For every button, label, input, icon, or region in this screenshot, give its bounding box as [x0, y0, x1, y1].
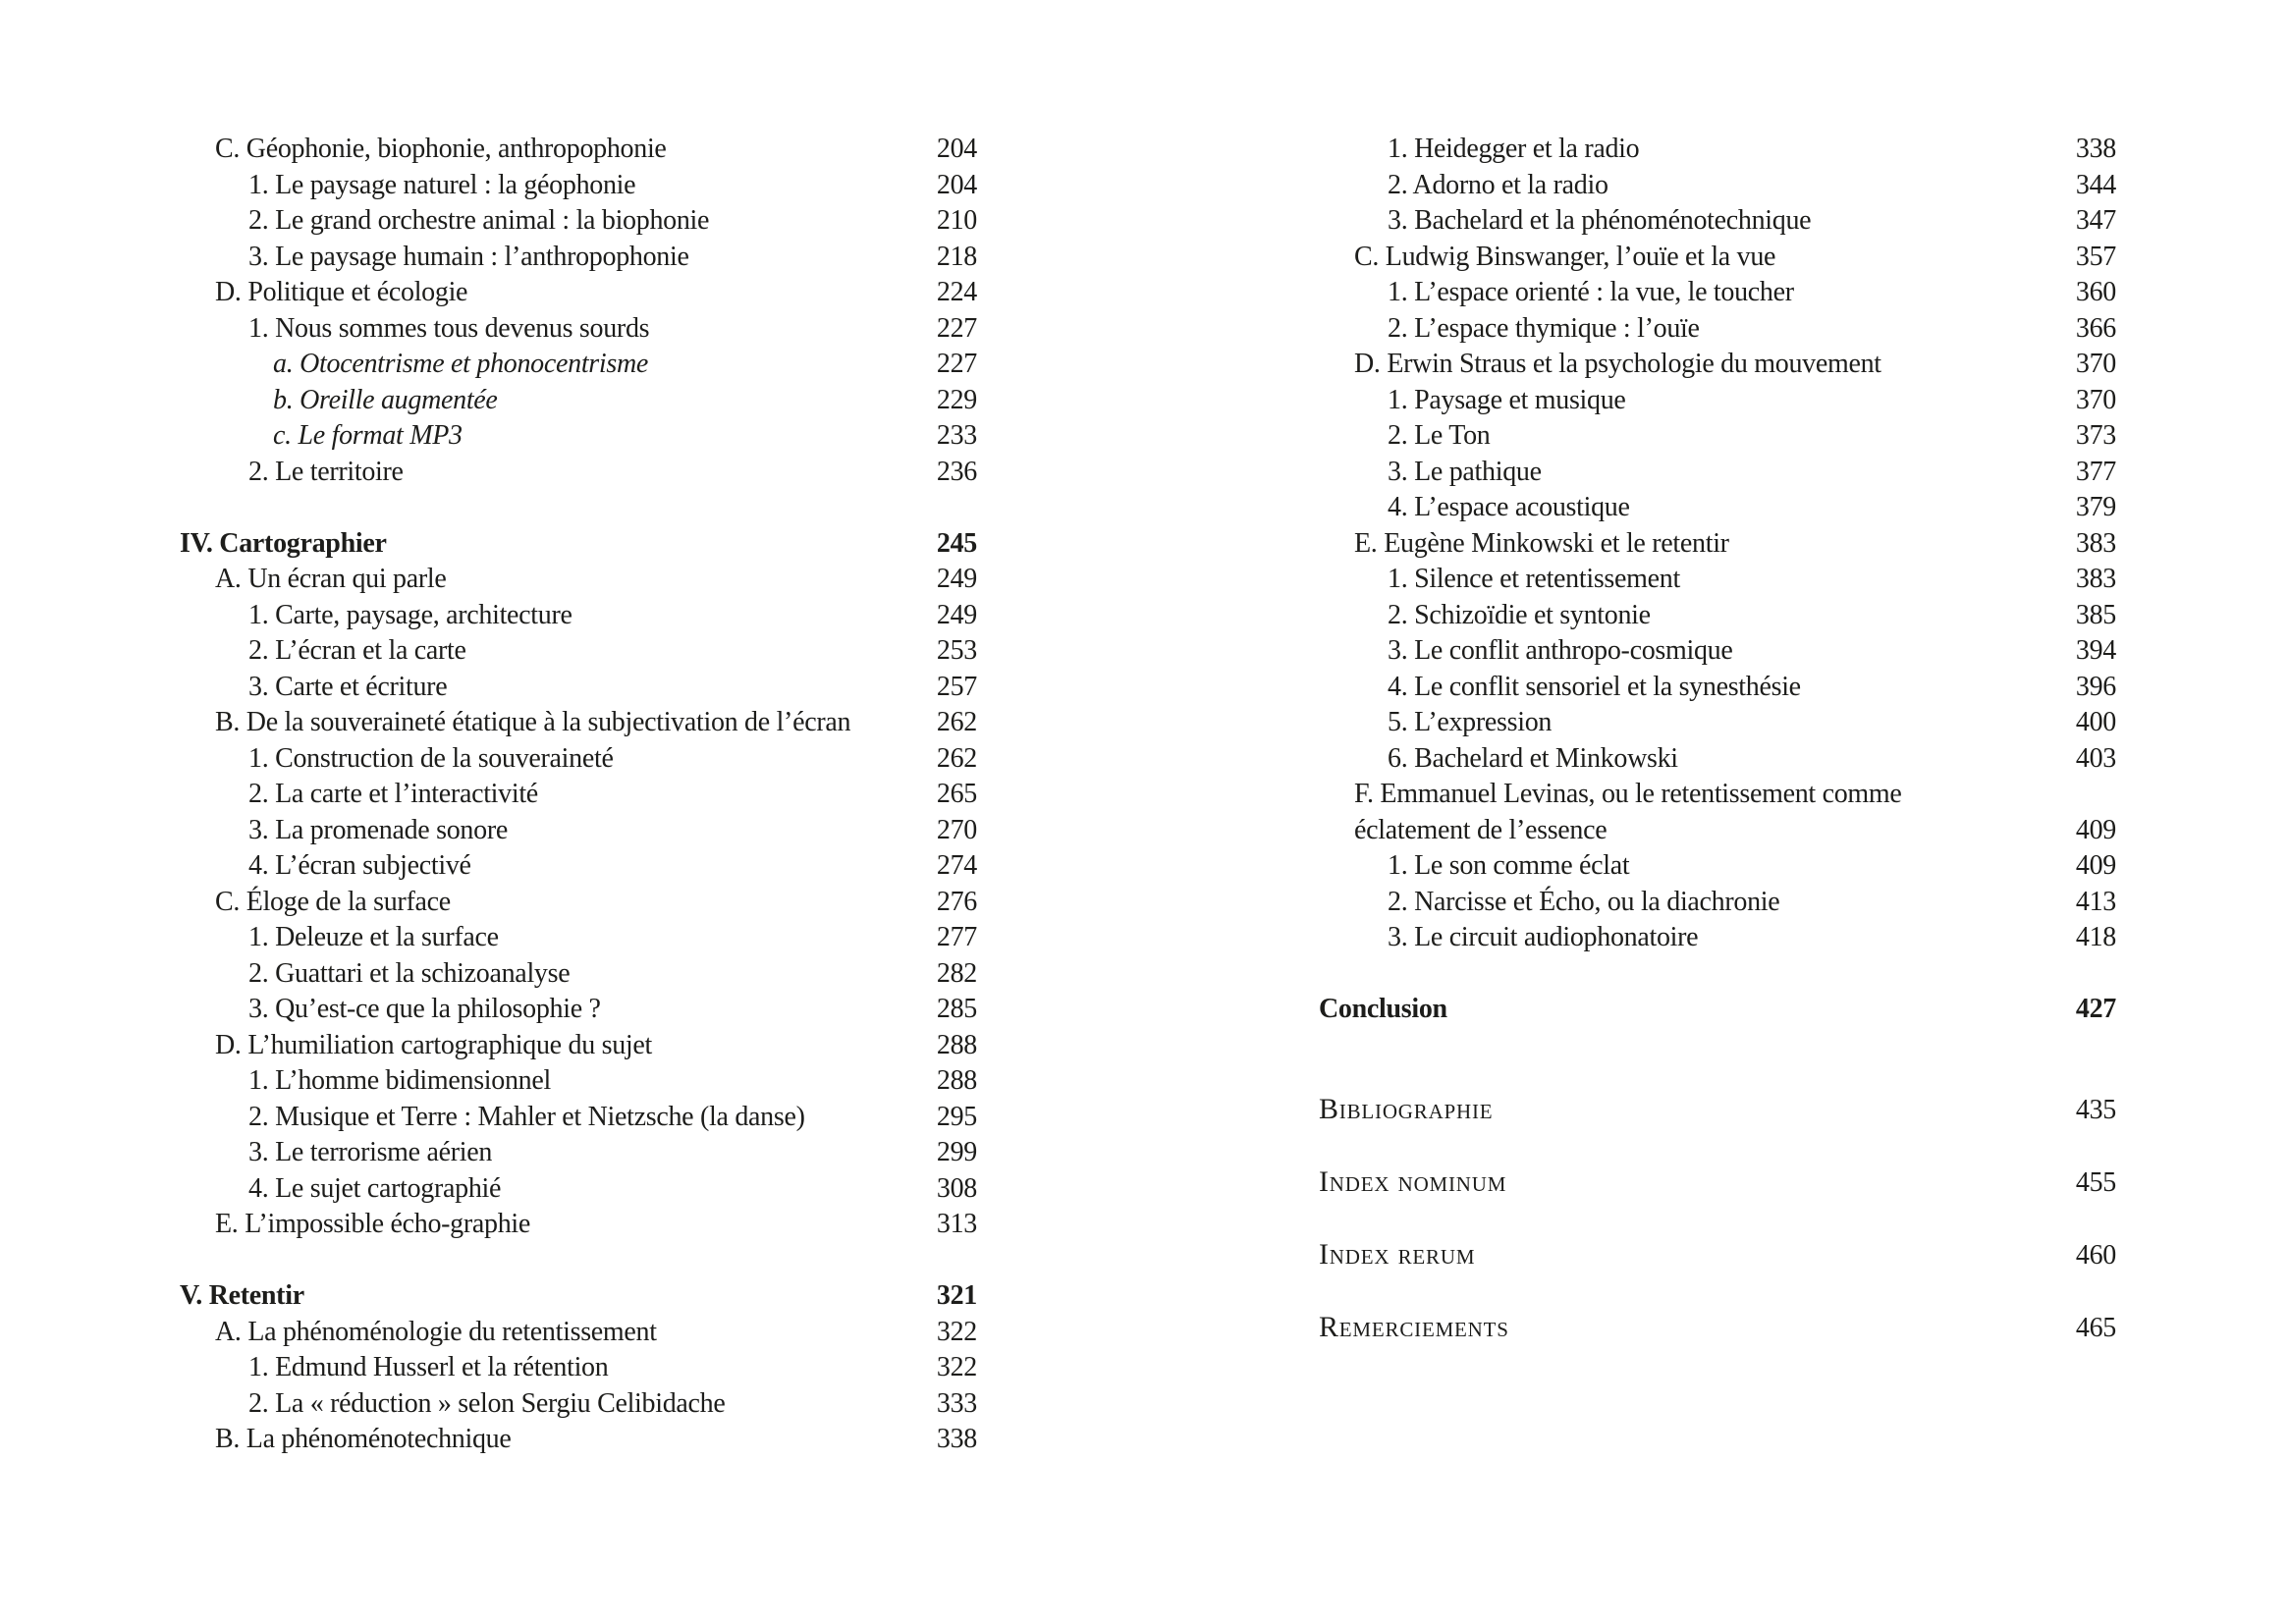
toc-entry-title: Remerciements: [1319, 1311, 1509, 1344]
toc-entry: [1319, 455, 2116, 491]
toc-entry-title: E. L’impossible écho-graphie: [215, 1209, 531, 1239]
toc-entry-title: 4. Le conflit sensoriel et la synesthésie: [1388, 671, 1801, 702]
toc-entry-page-number: 253: [936, 635, 977, 666]
toc-entry-page-number: 383: [2075, 527, 2116, 559]
toc-entry-page-number: 308: [936, 1172, 977, 1204]
toc-entry-title: 1. Paysage et musique: [1388, 384, 1626, 415]
toc-entry: [1319, 1092, 2116, 1129]
toc-entry-page-number: 210: [936, 205, 977, 236]
toc-entry-page-number: 383: [2075, 564, 2116, 594]
toc-entry-title: 1. Le paysage naturel : la géophonie: [248, 169, 636, 200]
toc-entry-page-number: 322: [936, 1316, 977, 1347]
toc-entry-page-number: 377: [2075, 456, 2116, 487]
toc-entry: [180, 1386, 977, 1423]
toc-entry-page-number: 338: [936, 1424, 977, 1454]
toc-entry-title: 2. La carte et l’interactivité: [248, 779, 538, 809]
toc-entry: [1319, 813, 2116, 849]
toc-entry: [180, 347, 977, 383]
toc-entry-page-number: 229: [936, 384, 977, 415]
toc-entry-page-number: 249: [936, 564, 977, 594]
toc-entry-page-number: 435: [2075, 1095, 2116, 1126]
toc-entry: [180, 562, 977, 598]
toc-entry-title: 2. Guattari et la schizoanalyse: [248, 957, 571, 989]
toc-entry-page-number: 282: [936, 957, 977, 989]
toc-entry-title: b. Oreille augmentée: [273, 384, 498, 415]
toc-entry-page-number: 403: [2075, 742, 2116, 774]
toc-entry-title: A. La phénoménologie du retentissement: [215, 1316, 657, 1347]
toc-entry-page-number: 338: [2075, 134, 2116, 164]
toc-entry: [180, 956, 977, 993]
toc-entry-page-number: 396: [2075, 671, 2116, 702]
toc-entry: [1319, 311, 2116, 348]
toc-entry-title: Conclusion: [1319, 994, 1447, 1024]
toc-entry-title: D. Politique et écologie: [215, 277, 468, 307]
toc-entry-page-number: 257: [936, 671, 977, 702]
toc-entry: [1319, 741, 2116, 778]
toc-entry-title: a. Otocentrisme et phonocentrisme: [273, 349, 649, 379]
toc-entry-page-number: 344: [2075, 169, 2116, 200]
toc-entry: [1319, 633, 2116, 670]
toc-entry-title: 3. Le pathique: [1388, 456, 1542, 487]
toc-entry-title: B. De la souveraineté étatique à la subjectivation de l’écran: [215, 707, 851, 737]
toc-entry-title: 6. Bachelard et Minkowski: [1388, 742, 1678, 774]
toc-entry-title: 3. Qu’est-ce que la philosophie ?: [248, 994, 601, 1024]
toc-entry: [180, 418, 977, 455]
toc-entry-page-number: 333: [936, 1387, 977, 1419]
toc-entry: [180, 1100, 977, 1136]
toc-entry-title: 5. L’expression: [1388, 707, 1553, 737]
toc-entry: [1319, 598, 2116, 634]
toc-entry-title: 3. Le paysage humain : l’anthropophonie: [248, 241, 689, 272]
toc-entry-page-number: 321: [936, 1280, 977, 1311]
toc-entry-title: 2. Le territoire: [248, 456, 404, 487]
toc-entry: [180, 1278, 977, 1315]
toc-entry: [180, 705, 977, 741]
toc-entry-page-number: 265: [936, 779, 977, 809]
toc-entry-title: 2. Musique et Terre : Mahler et Nietzsche (la danse): [248, 1101, 805, 1132]
toc-entry-title: B. La phénoménotechnique: [215, 1424, 512, 1454]
toc-entry-page-number: 385: [2075, 599, 2116, 630]
toc-entry-page-number: 409: [2075, 850, 2116, 881]
toc-entry-title: 1. Construction de la souveraineté: [248, 742, 614, 774]
toc-entry: [1319, 347, 2116, 383]
toc-entry-page-number: 370: [2075, 349, 2116, 379]
toc-entry: [1319, 885, 2116, 921]
toc-entry: [180, 813, 977, 849]
toc-entry-title: 2. La « réduction » selon Sergiu Celibidache: [248, 1387, 726, 1419]
toc-entry-page-number: 465: [2075, 1313, 2116, 1344]
toc-entry-page-number: 394: [2075, 635, 2116, 666]
toc-entry: [180, 885, 977, 921]
toc-entry-page-number: 274: [936, 850, 977, 881]
toc-entry-title: 4. L’espace acoustique: [1388, 492, 1630, 522]
toc-entry-title: 2. L’espace thymique : l’ouïe: [1388, 312, 1700, 344]
toc-entry: [180, 777, 977, 813]
toc-entry-title: D. Erwin Straus et la psychologie du mouvement: [1354, 349, 1881, 379]
toc-entry-title: 3. Le terrorisme aérien: [248, 1137, 493, 1167]
toc-entry-title: 1. Le son comme éclat: [1388, 850, 1630, 881]
toc-entry: [180, 203, 977, 240]
toc-entry-page-number: 262: [936, 742, 977, 774]
toc-entry-title: Index rerum: [1319, 1238, 1476, 1272]
toc-entry-page-number: 370: [2075, 384, 2116, 415]
toc-entry: [180, 741, 977, 778]
toc-entry-title: 2. Narcisse et Écho, ou la diachronie: [1388, 886, 1780, 917]
toc-entry-page-number: 299: [936, 1137, 977, 1167]
toc-entry: [180, 1422, 977, 1458]
toc-entry: [1319, 168, 2116, 204]
toc-entry-page-number: 379: [2075, 492, 2116, 522]
toc-entry-page-number: 227: [936, 349, 977, 379]
toc-entry-title: D. L’humiliation cartographique du sujet: [215, 1029, 652, 1060]
toc-entry: [180, 992, 977, 1028]
toc-entry-title: 1. L’espace orienté : la vue, le toucher: [1388, 277, 1794, 307]
toc-entry: [180, 132, 977, 168]
toc-entry-title: 4. L’écran subjectivé: [248, 850, 471, 881]
toc-entry-title: E. Eugène Minkowski et le retentir: [1354, 527, 1729, 559]
toc-entry: [180, 455, 977, 491]
toc-entry: [1319, 670, 2116, 706]
toc-entry: [1319, 203, 2116, 240]
toc-entry-title: 1. Carte, paysage, architecture: [248, 599, 572, 630]
toc-entry: [180, 1207, 977, 1243]
toc-entry: [180, 526, 977, 563]
toc-entry-title: 4. Le sujet cartographié: [248, 1172, 502, 1204]
toc-entry: [180, 633, 977, 670]
toc-entry-title: Index nominum: [1319, 1165, 1507, 1199]
toc-entry-title: 1. Deleuze et la surface: [248, 922, 499, 952]
toc-entry: [180, 311, 977, 348]
toc-entry: [1319, 490, 2116, 526]
toc-entry-title: Bibliographie: [1319, 1093, 1494, 1126]
toc-entry-page-number: 357: [2075, 241, 2116, 272]
toc-entry-title: c. Le format MP3: [273, 420, 463, 451]
toc-entry: [180, 1350, 977, 1386]
toc-entry-page-number: 276: [936, 886, 977, 917]
toc-entry-title: éclatement de l’essence: [1354, 814, 1608, 845]
toc-entry: [1319, 920, 2116, 956]
toc-entry-page-number: 360: [2075, 277, 2116, 307]
toc-entry-title: 2. Schizoïdie et syntonie: [1388, 599, 1651, 630]
toc-entry: [180, 1028, 977, 1064]
toc-entry-page-number: 224: [936, 277, 977, 307]
toc-entry-page-number: 313: [936, 1209, 977, 1239]
toc-entry-page-number: 262: [936, 707, 977, 737]
toc-entry: [180, 598, 977, 634]
toc-entry-page-number: 270: [936, 814, 977, 845]
toc-entry: [180, 1063, 977, 1100]
toc-entry-title: 1. L’homme bidimensionnel: [248, 1065, 551, 1096]
toc-left-column: [180, 132, 977, 1458]
toc-entry: [180, 1315, 977, 1351]
toc-entry-page-number: 227: [936, 312, 977, 344]
toc-entry-page-number: 218: [936, 241, 977, 272]
toc-entry-page-number: 400: [2075, 707, 2116, 737]
toc-entry-page-number: 427: [2075, 994, 2116, 1024]
toc-entry-page-number: 347: [2075, 205, 2116, 236]
toc-entry-page-number: 373: [2075, 420, 2116, 451]
toc-entry-page-number: 233: [936, 420, 977, 451]
toc-entry: [1319, 418, 2116, 455]
toc-entry-title: C. Éloge de la surface: [215, 886, 451, 917]
toc-entry-title: 2. Le Ton: [1388, 420, 1491, 451]
toc-entry-title: 1. Heidegger et la radio: [1388, 134, 1640, 164]
toc-entry-page-number: 295: [936, 1101, 977, 1132]
toc-entry: [1319, 275, 2116, 311]
toc-entry: [1319, 562, 2116, 598]
toc-entry: [180, 240, 977, 276]
toc-entry-page-number: 418: [2075, 922, 2116, 952]
toc-entry: [1319, 1310, 2116, 1347]
toc-entry: [1319, 992, 2116, 1028]
toc-entry: [180, 920, 977, 956]
toc-entry-title: V. Retentir: [180, 1280, 304, 1311]
toc-entry-page-number: 288: [936, 1065, 977, 1096]
toc-entry: [1319, 383, 2116, 419]
toc-entry: [180, 1171, 977, 1208]
toc-entry-title: F. Emmanuel Levinas, ou le retentissement comme: [1354, 779, 1902, 809]
toc-entry-title: 3. Bachelard et la phénoménotechnique: [1388, 205, 1812, 236]
toc-right-column: [1319, 132, 2116, 1347]
toc-entry: [1319, 777, 2116, 813]
toc-entry: [180, 383, 977, 419]
toc-entry: [180, 848, 977, 885]
toc-entry-title: 2. Adorno et la radio: [1388, 169, 1608, 200]
toc-entry: [180, 1135, 977, 1171]
toc-entry-title: 1. Silence et retentissement: [1388, 564, 1680, 594]
toc-entry: [1319, 1164, 2116, 1202]
toc-entry-page-number: 460: [2075, 1240, 2116, 1272]
toc-entry-page-number: 413: [2075, 886, 2116, 917]
toc-entry: [1319, 240, 2116, 276]
toc-entry-page-number: 366: [2075, 312, 2116, 344]
toc-entry-title: C. Géophonie, biophonie, anthropophonie: [215, 134, 667, 164]
toc-entry-page-number: 455: [2075, 1167, 2116, 1199]
toc-entry-page-number: 285: [936, 994, 977, 1024]
toc-entry-page-number: 204: [936, 169, 977, 200]
toc-entry-page-number: 245: [936, 527, 977, 559]
toc-entry: [1319, 1237, 2116, 1274]
toc-entry: [180, 168, 977, 204]
toc-entry-title: 3. Le conflit anthropo-cosmique: [1388, 635, 1733, 666]
toc-entry-title: 2. Le grand orchestre animal : la biophonie: [248, 205, 710, 236]
toc-entry-title: IV. Cartographier: [180, 527, 387, 559]
toc-entry-title: 2. L’écran et la carte: [248, 635, 466, 666]
toc-entry-page-number: 249: [936, 599, 977, 630]
toc-entry-page-number: 277: [936, 922, 977, 952]
toc-entry-page-number: 288: [936, 1029, 977, 1060]
toc-entry: [1319, 848, 2116, 885]
toc-entry-title: 1. Edmund Husserl et la rétention: [248, 1352, 609, 1382]
toc-entry-title: 3. Le circuit audiophonatoire: [1388, 922, 1699, 952]
toc-entry-title: C. Ludwig Binswanger, l’ouïe et la vue: [1354, 241, 1776, 272]
toc-entry: [1319, 705, 2116, 741]
toc-entry: [180, 275, 977, 311]
toc-entry-page-number: 409: [2075, 814, 2116, 845]
toc-entry: [1319, 526, 2116, 563]
toc-entry: [1319, 132, 2116, 168]
toc-entry-page-number: 236: [936, 456, 977, 487]
toc-entry-page-number: 204: [936, 134, 977, 164]
toc-entry-page-number: 322: [936, 1352, 977, 1382]
toc-entry: [180, 670, 977, 706]
toc-entry-title: 3. La promenade sonore: [248, 814, 508, 845]
toc-entry-title: 1. Nous sommes tous devenus sourds: [248, 312, 650, 344]
toc-entry-title: 3. Carte et écriture: [248, 671, 448, 702]
toc-entry-title: A. Un écran qui parle: [215, 564, 447, 594]
